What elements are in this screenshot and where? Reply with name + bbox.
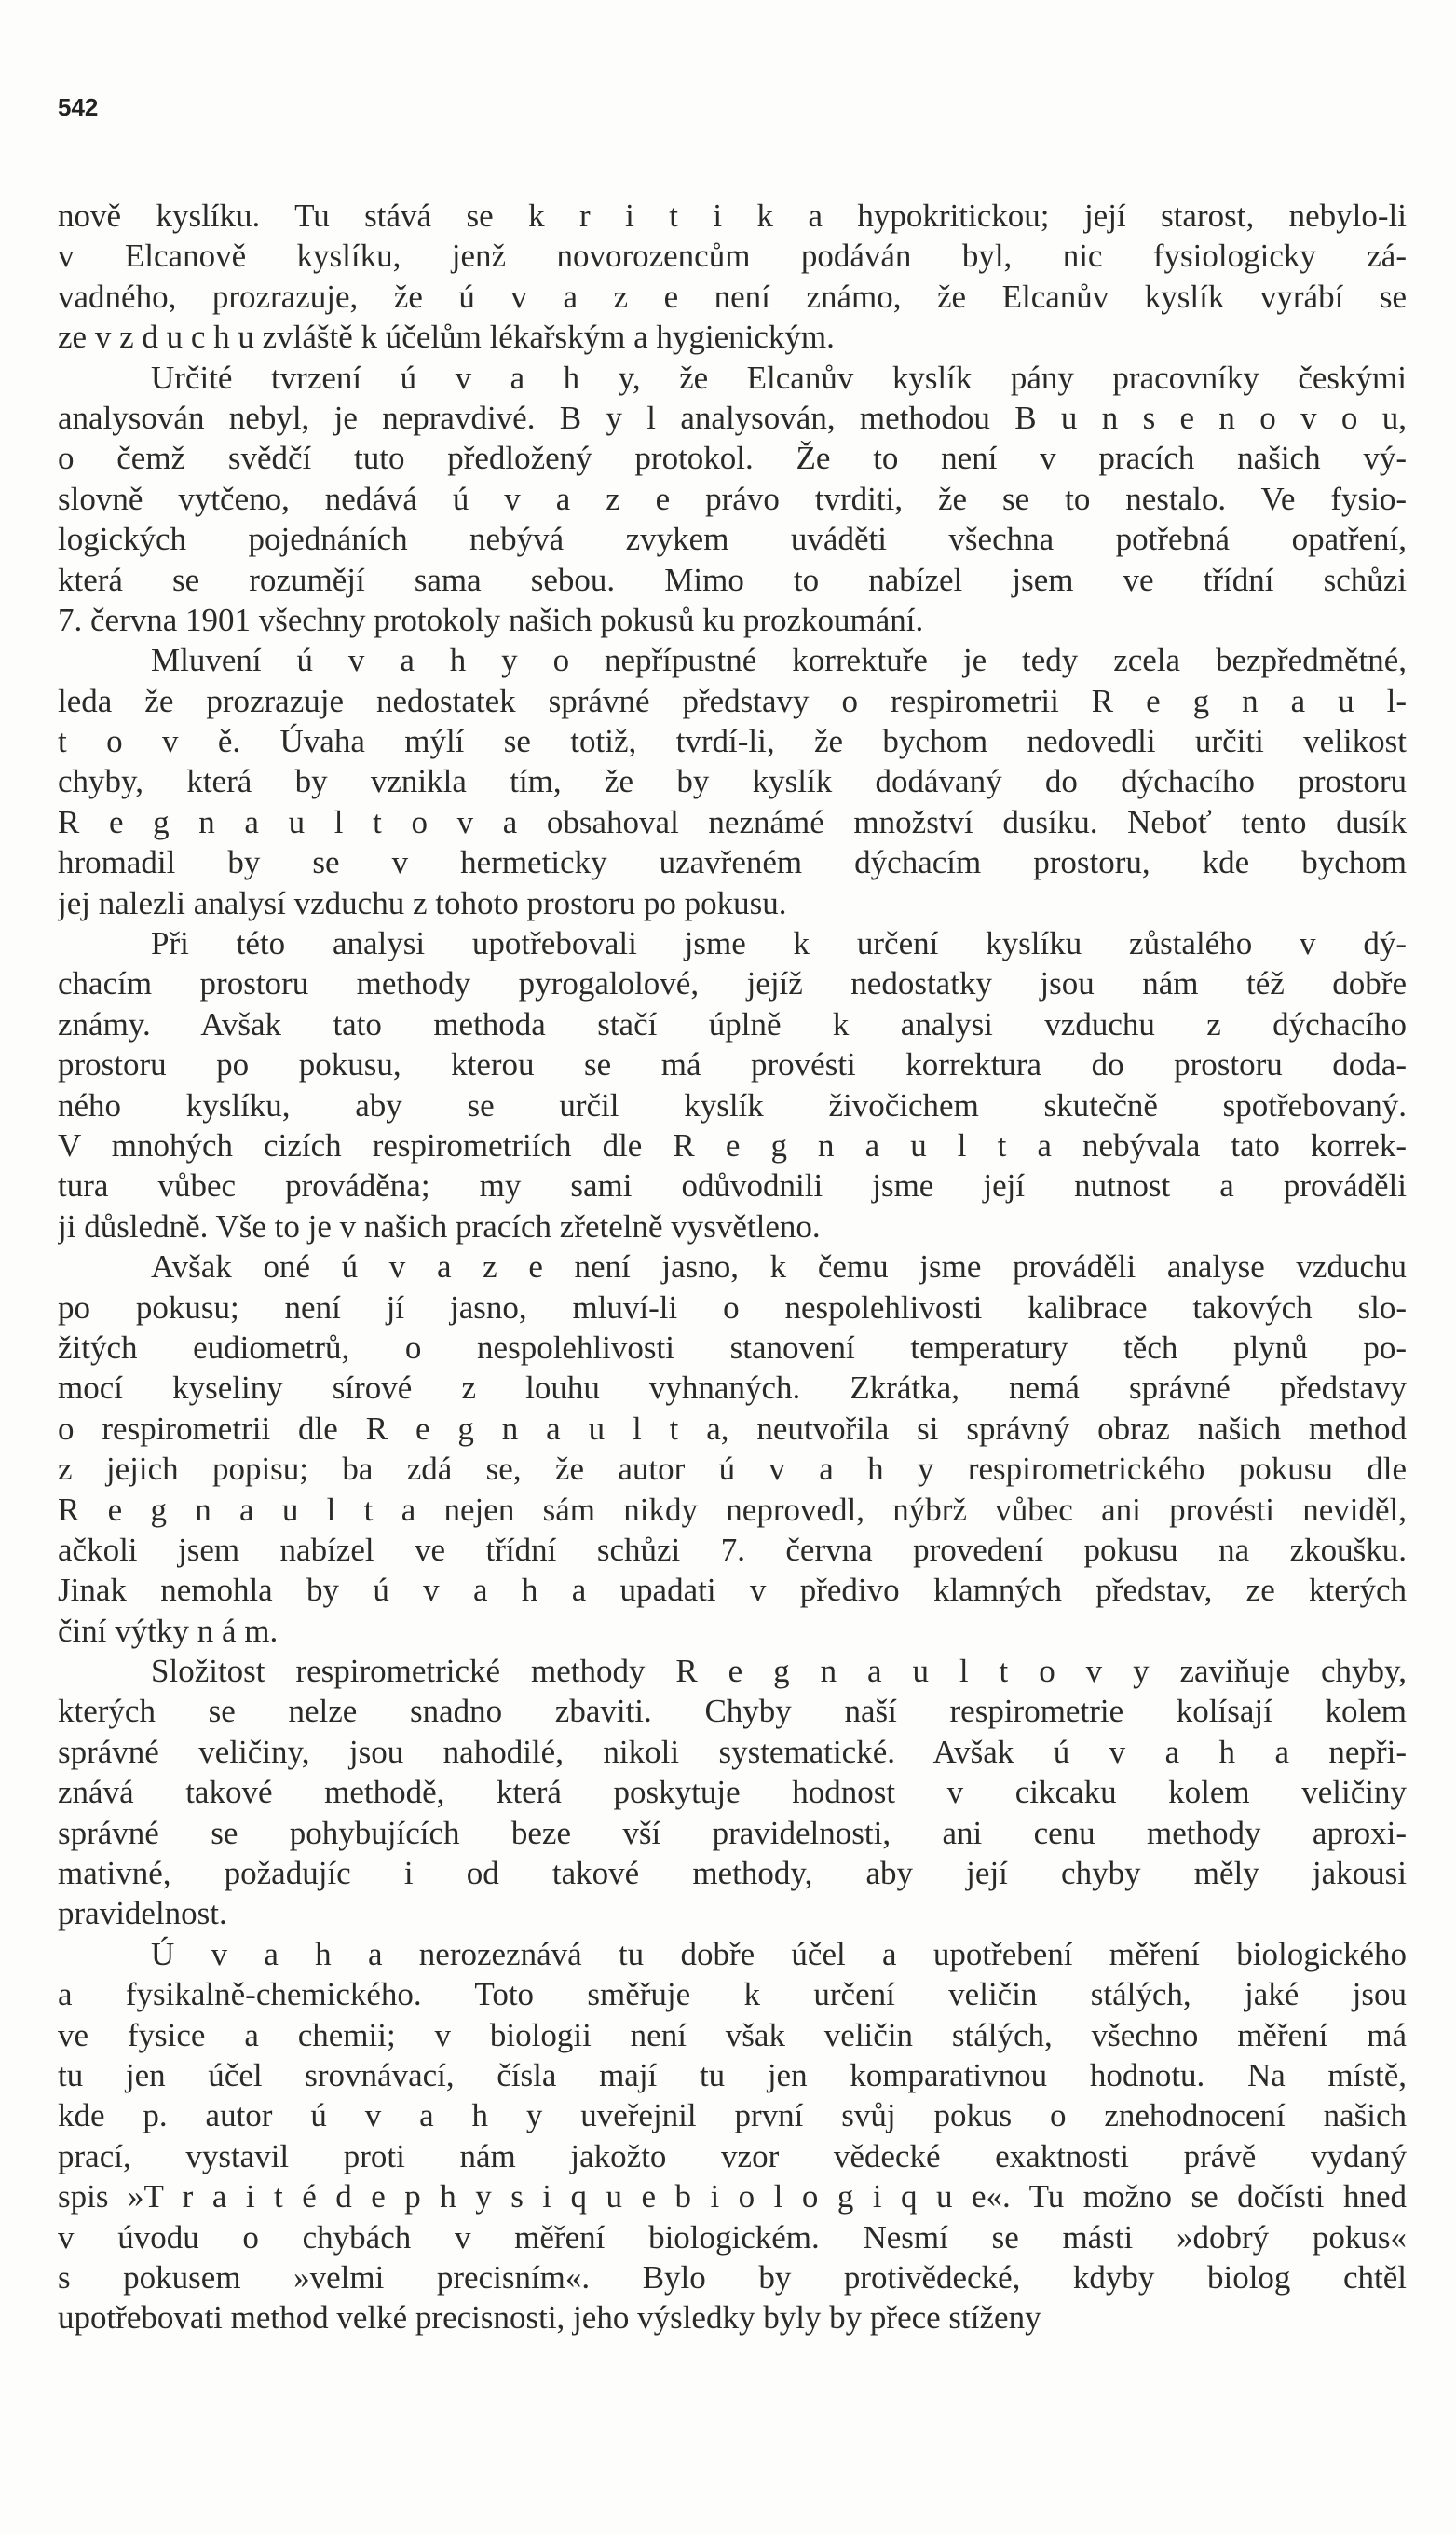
text-line: a fysikalně-chemického. Toto směřuje k určení veličin stálých, jaké jsou <box>58 1976 1407 2013</box>
text-line: t o v ě. Úvaha mýlí se totiž, tvrdí-li, že bychom nedovedli určiti velikost <box>58 723 1407 760</box>
text-line: Při této analysi upotřebovali jsme k určení kyslíku zůstalého v dý- <box>151 925 1407 962</box>
text-line: s pokusem »velmi precisním«. Bylo by protivědecké, kdyby biolog chtěl <box>58 2258 1407 2296</box>
text-line: R e g n a u l t a nejen sám nikdy neprovedl, nýbrž vůbec ani provésti neviděl, <box>58 1491 1407 1528</box>
text-line: ného kyslíku, aby se určil kyslík živočichem skutečně spotřebovaný. <box>58 1086 1407 1124</box>
text-line: činí výtky n á m. <box>58 1612 279 1649</box>
text-line: Avšak oné ú v a z e není jasno, k čemu jsme prováděli analyse vzduchu <box>151 1248 1407 1286</box>
text-line: prostoru po pokusu, kterou se má provésti korrektura do prostoru doda- <box>58 1046 1407 1084</box>
paragraph <box>58 196 1407 358</box>
text-line: kde p. autor ú v a h y uveřejnil první svůj pokus o znehodnocení našich <box>58 2097 1407 2134</box>
text-line: po pokusu; není jí jasno, mluví-li o nespolehlivosti kalibrace takových slo- <box>58 1288 1407 1326</box>
text-line: leda že prozrazuje nedostatek správné představy o respirometrii R e g n a u l- <box>58 682 1407 719</box>
text-line: nově kyslíku. Tu stává se k r i t i k a hypokritickou; její starost, nebylo-li <box>58 198 1407 234</box>
text-line: známy. Avšak tato methoda stačí úplně k analysi vzduchu z dýchacího <box>58 1005 1407 1043</box>
text-line: spis »T r a i t é d e p h y s i q u e b i o l o g i q u e«. Tu možno se dočísti hned <box>58 2178 1407 2215</box>
text-line: správné veličiny, jsou nahodilé, nikoli systematické. Avšak ú v a h a nepři- <box>58 1733 1407 1770</box>
text-line: žitých eudiometrů, o nespolehlivosti stanovení temperatury těch plynů po- <box>58 1329 1407 1366</box>
text-line: mocí kyseliny sírové z louhu vyhnaných. Zkrátka, nemá správné představy <box>58 1370 1407 1407</box>
text-line: v Elcanově kyslíku, jenž novorozencům podáván byl, nic fysiologicky zá- <box>58 238 1407 275</box>
text-line: ve fysice a chemii; v biologii není však veličin stálých, všechno měření má <box>58 2016 1407 2053</box>
text-line: Složitost respirometrické methody R e g n a u l t o v y zaviňuje chyby, <box>151 1653 1407 1690</box>
paragraph <box>58 1934 1407 2338</box>
paragraph <box>58 358 1407 641</box>
text-line: znává takové methodě, která poskytuje hodnost v cikcaku kolem veličiny <box>58 1774 1407 1811</box>
text-line: Ú v a h a nerozeznává tu dobře účel a upotřebení měření biologického <box>151 1935 1407 1972</box>
text-line: tu jen účel srovnávací, čísla mají tu jen komparativnou hodnotu. Na místě, <box>58 2056 1407 2093</box>
text-line: v úvodu o chybách v měření biologickém. Nesmí se másti »dobrý pokus« <box>58 2218 1407 2256</box>
text-line: Jinak nemohla by ú v a h a upadati v předivo klamných představ, ze kterých <box>58 1572 1407 1609</box>
text-line: správné se pohybujících beze vší pravidelnosti, ani cenu methody aproxi- <box>58 1814 1407 1851</box>
text-line: ze v z d u c h u zvláště k účelům lékařským a hygienickým. <box>58 319 835 356</box>
text-line: V mnohých cizích respirometriích dle R e g n a u l t a nebývala tato korrek- <box>58 1126 1407 1164</box>
text-line: Mluvení ú v a h y o nepřípustné korrektuře je tedy zcela bezpředmětné, <box>151 642 1407 679</box>
text-line: která se rozumějí sama sebou. Mimo to nabízel jsem ve třídní schůzi <box>58 561 1407 598</box>
text-line: 7. června 1901 všechny protokoly našich pokusů ku prozkoumání. <box>58 601 924 638</box>
text-line: o respirometrii dle R e g n a u l t a, neutvořila si správný obraz našich method <box>58 1410 1407 1447</box>
text-line: vadného, prozrazuje, že ú v a z e není známo, že Elcanův kyslík vyrábí se <box>58 278 1407 315</box>
text-line: logických pojednáních nebývá zvykem uváděti všechna potřebná opatření, <box>58 521 1407 558</box>
text-line: upotřebovati method velké precisnosti, jeho výsledky byly by přece stíženy <box>58 2299 1041 2337</box>
text-line: R e g n a u l t o v a obsahoval neznámé množství dusíku. Neboť tento dusík <box>58 803 1407 840</box>
text-line: pravidelnost. <box>58 1895 227 1932</box>
text-line: jej nalezli analysí vzduchu z tohoto prostoru po pokusu. <box>58 884 787 921</box>
text-line: slovně vytčeno, nedává ú v a z e právo tvrditi, že se to nestalo. Ve fysio- <box>58 480 1407 517</box>
text-line: z jejich popisu; ba zdá se, že autor ú v a h y respirometrického pokusu dle <box>58 1451 1407 1488</box>
paragraph <box>58 1651 1407 1934</box>
paragraph <box>58 923 1407 1247</box>
text-column <box>58 196 1407 2338</box>
text-line: hromadil by se v hermeticky uzavřeném dýchacím prostoru, kde bychom <box>58 844 1407 881</box>
text-line: o čemž svědčí tuto předložený protokol. Že to není v pracích našich vý- <box>58 440 1407 477</box>
text-line: prací, vystavil proti nám jakožto vzor vědecké exaktnosti právě vydaný <box>58 2137 1407 2174</box>
text-line: chacím prostoru methody pyrogalolové, jejíž nedostatky jsou nám též dobře <box>58 965 1407 1002</box>
text-line: ji důsledně. Vše to je v našich pracích zřetelně vysvětleno. <box>58 1207 821 1245</box>
paragraph <box>58 640 1407 923</box>
page-number: 542 <box>58 93 99 121</box>
paragraph <box>58 1247 1407 1651</box>
text-line: Určité tvrzení ú v a h y, že Elcanův kyslík pány pracovníky českými <box>151 359 1407 396</box>
text-line: chyby, která by vznikla tím, že by kyslík dodávaný do dýchacího prostoru <box>58 763 1407 800</box>
text-line: tura vůbec prováděna; my sami odůvodnili jsme její nutnost a prováděli <box>58 1167 1407 1205</box>
text-line: ačkoli jsem nabízel ve třídní schůzi 7. června provedení pokusu na zkoušku. <box>58 1531 1407 1568</box>
text-line: kterých se nelze snadno zbaviti. Chyby naší respirometrie kolísají kolem <box>58 1693 1407 1730</box>
text-line: analysován nebyl, je nepravdivé. B y l analysován, methodou B u n s e n o v o u, <box>58 399 1407 436</box>
text-line: mativné, požadujíc i od takové methody, aby její chyby měly jakousi <box>58 1855 1407 1892</box>
